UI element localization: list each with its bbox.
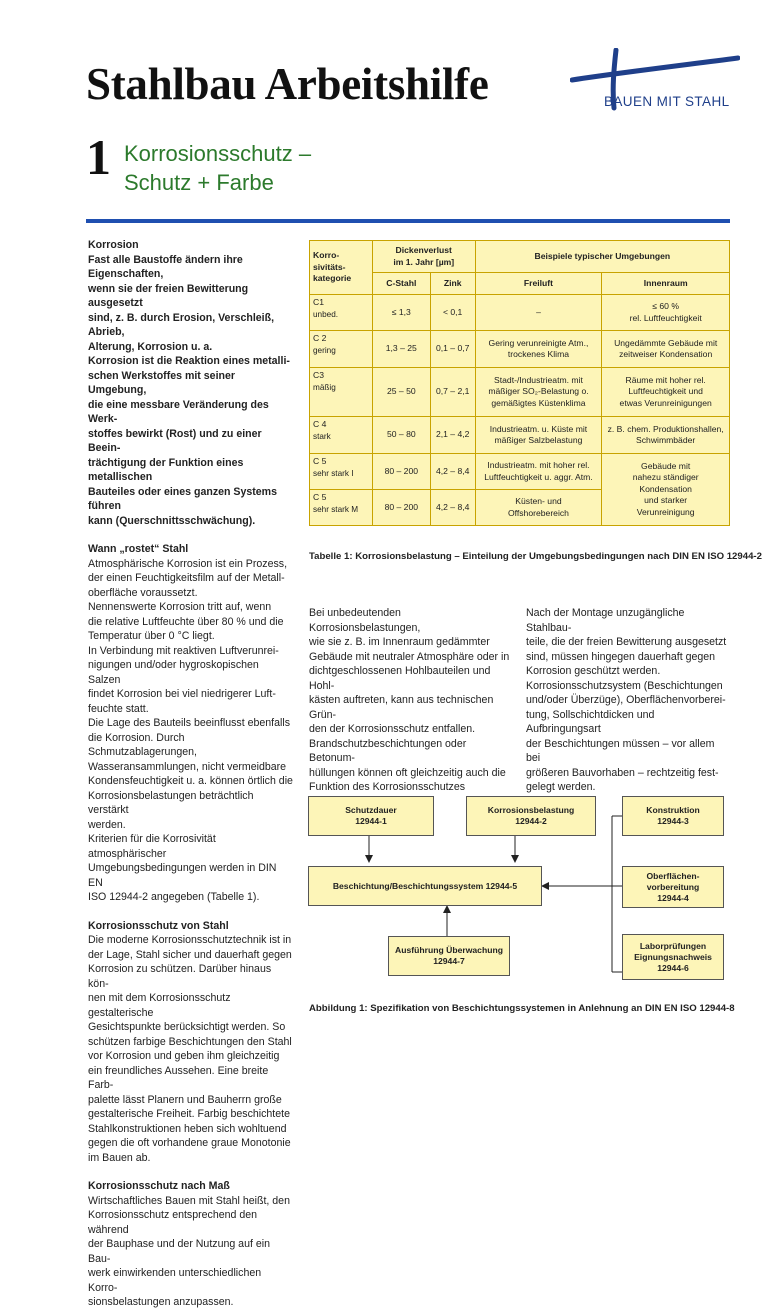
- text-line: ISO 12944-2 angegeben (Tabelle 1).: [88, 891, 260, 903]
- page-title: Stahlbau Arbeitshilfe: [86, 59, 489, 109]
- right-column: [526, 606, 731, 795]
- text-line: stoffes bewirkt (Rost) und zu einer Beein-: [88, 427, 262, 454]
- chapter-number: 1: [86, 129, 111, 185]
- text-line: den der Korrosionsschutz entfallen.: [309, 723, 476, 735]
- text-line: kästen auftreten, kann aus technischen Grün-: [309, 694, 494, 721]
- chapter-title-line: Schutz + Farbe: [124, 170, 274, 195]
- text-line: der einen Feuchtigkeitsfilm auf der Metall-: [88, 572, 285, 584]
- box-konstruktion: Konstruktion 12944-3: [622, 796, 724, 836]
- header-zink: Zink: [430, 273, 475, 295]
- text-line: Kondensfeuchtigkeit u. a. können örtlich die: [88, 775, 293, 787]
- box-schutzdauer: Schutzdauer 12944-1: [308, 796, 434, 836]
- box-ausfuehrung: Ausführung Überwachung 12944-7: [388, 936, 510, 976]
- text-line: sionsbelastungen anzupassen.: [88, 1296, 234, 1308]
- text-line: kann (Querschnittsschwächung).: [88, 514, 256, 527]
- text-line: ein freundliches Aussehen. Eine breite Farb-: [88, 1064, 269, 1091]
- table-row: C1 unbed. ≤ 1,3 < 0,1 – ≤ 60 % rel. Luftfeuchtigkeit: [310, 295, 730, 331]
- header-cstahl: C-Stahl: [372, 273, 430, 295]
- table-row: C 5 sehr stark I 80 – 200 4,2 – 8,4 Industrieatm. mit hoher rel. Luftfeuchtigkeit u. aggr. Atm. Gebäude mit nahezu ständiger Kondensation und starker Verunreinigung: [310, 454, 730, 490]
- text-line: Alterung, Korrosion u. a.: [88, 340, 213, 353]
- text-line: Korrosionsschutz entsprechend den während: [88, 1209, 258, 1236]
- header-kategorie: Korro- sivitäts- kategorie: [310, 241, 373, 295]
- text-line: Temperatur über 0 °C liegt.: [88, 630, 215, 642]
- text-line: im Bauen ab.: [88, 1151, 151, 1164]
- text-line: trächtigung der Funktion eines metallischen: [88, 456, 244, 483]
- box-laborpruefungen: Laborprüfungen Eignungsnachweis 12944-6: [622, 934, 724, 980]
- corrosion-table: [309, 240, 730, 526]
- section-heading: Wann „rostet“ Stahl: [88, 543, 189, 555]
- section-body: [88, 557, 293, 905]
- text-line: Gesichtspunkte berücksichtigt werden. So: [88, 1021, 286, 1033]
- header-innenraum: Innenraum: [602, 273, 730, 295]
- text-line: gelegt werden.: [526, 781, 596, 793]
- text-line: oberfläche voraussetzt.: [88, 586, 198, 599]
- text-line: vor Korrosion und geben ihm gleichzeitig: [88, 1050, 280, 1062]
- text-line: nen mit dem Korrosionsschutz gestalterische: [88, 992, 231, 1019]
- text-line: Nach der Montage unzugängliche Stahlbau-: [526, 607, 685, 634]
- figure-caption: Abbildung 1: Spezifikation von Beschichtungssystemen in Anlehnung an DIN EN ISO 12944-8: [309, 1003, 735, 1014]
- text-line: schen Werkstoffes mit seiner Umgebung,: [88, 369, 235, 396]
- table-row: C 2 gering 1,3 – 25 0,1 – 0,7 Gering verunreinigte Atm., trockenes Klima Ungedämmte Gebäude mit zeitweiser Kondensation: [310, 331, 730, 368]
- table-caption: Tabelle 1: Korrosionsbelastung – Einteilung der Umgebungsbedingungen nach DIN EN ISO 12944-2: [309, 551, 762, 562]
- text-line: Kriterien für die Korrosivität atmosphärischer: [88, 833, 216, 860]
- text-line: Atmosphärische Korrosion ist ein Prozess,: [88, 557, 288, 570]
- text-line: wie sie z. B. im Innenraum gedämmter: [309, 636, 490, 648]
- text-line: Korrosionsbelastungen beträchtlich verstärkt: [88, 789, 254, 816]
- text-line: Brandschutzbeschichtungen oder Betonum-: [309, 737, 467, 764]
- section-body: [88, 1194, 293, 1310]
- text-line: Fast alle Baustoffe ändern ihre Eigenschaften,: [88, 253, 243, 280]
- text-line: Korrosion ist die Reaktion eines metalli-: [88, 355, 290, 367]
- middle-column: [309, 606, 514, 809]
- box-beschichtungssystem: Beschichtung/Beschichtungssystem 12944-5: [308, 866, 542, 906]
- text-line: die Korrosion. Durch Schmutzablagerungen,: [88, 731, 197, 758]
- text-line: der Lage, Stahl sicher und dauerhaft gegen: [88, 948, 292, 961]
- text-line: Bauteiles oder eines ganzen Systems führen: [88, 485, 277, 512]
- chapter-title: [124, 139, 311, 197]
- text-line: Korrosion geschützt werden.: [526, 665, 661, 677]
- logo-text: BAUEN MIT STAHL: [604, 94, 730, 109]
- text-line: Umgebungsbedingungen werden in DIN EN: [88, 862, 277, 889]
- text-line: nigungen und/oder hygroskopischen Salzen: [88, 659, 259, 686]
- section-heading: Korrosion: [88, 239, 139, 251]
- header-dickenverlust: Dickenverlust im 1. Jahr [µm]: [372, 241, 475, 273]
- text-line: sind, z. B. durch Erosion, Verschleiß, Abrieb,: [88, 311, 275, 338]
- text-line: Gebäude mit neutraler Atmosphäre oder in: [309, 650, 510, 663]
- text-line: feuchte statt.: [88, 702, 149, 715]
- left-column: [88, 238, 293, 1310]
- text-line: Die Lage des Bauteils beeinflusst ebenfalls: [88, 717, 291, 729]
- header-divider: [86, 219, 730, 223]
- section-heading: Korrosionsschutz von Stahl: [88, 919, 229, 932]
- text-line: Die moderne Korrosionsschutztechnik ist in: [88, 934, 292, 946]
- text-line: größeren Bauvorhaben – rechtzeitig fest-: [526, 766, 719, 779]
- text-line: In Verbindung mit reaktiven Luftverunrei-: [88, 644, 279, 657]
- text-line: palette lässt Planern und Bauherrn große: [88, 1093, 282, 1106]
- text-line: Wirtschaftliches Bauen mit Stahl heißt, den: [88, 1194, 290, 1207]
- table-row: C3 mäßig 25 – 50 0,7 – 2,1 Stadt-/Industrieatm. mit mäßiger SO₂-Belastung o. gemäßigtes Küstenklima Räume mit hoher rel. Luftfeuchtigkeit und etwas Verunreinigungen: [310, 368, 730, 417]
- text-line: gegen die oft vorhandene graue Monotonie: [88, 1137, 291, 1149]
- text-line: Korrosionsschutzsystem (Beschichtungen: [526, 679, 723, 692]
- text-line: der Beschichtungen müssen – vor allem bei: [526, 737, 715, 764]
- box-oberflaechenvorbereitung: Oberflächen- vorbereitung 12944-4: [622, 866, 724, 908]
- text-line: Wasseransammlungen, nicht vermeidbare: [88, 760, 287, 773]
- text-line: schützen farbige Beschichtungen den Stahl: [88, 1035, 292, 1048]
- text-line: wenn sie der freien Bewitterung ausgesetzt: [88, 282, 249, 309]
- text-line: und/oder Überzüge), Oberflächenvorberei-: [526, 694, 726, 706]
- text-line: die relative Luftfeuchte über 80 % und die: [88, 615, 284, 628]
- text-line: findet Korrosion bei viel niedrigerer Luft-: [88, 688, 276, 700]
- text-line: hüllungen können oft gleichzeitig auch die: [309, 766, 506, 779]
- text-line: dichtgeschlossenen Hohlbauteilen und Hohl-: [309, 665, 491, 692]
- text-line: der Bauphase und der Nutzung auf ein Bau-: [88, 1238, 270, 1265]
- header-freiluft: Freiluft: [475, 273, 602, 295]
- text-line: werk einwirkenden unterschiedlichen Korro-: [88, 1267, 262, 1294]
- text-line: Nennenswerte Korrosion tritt auf, wenn: [88, 601, 272, 613]
- text-line: werden.: [88, 818, 126, 831]
- section-heading: Korrosionsschutz nach Maß: [88, 1180, 230, 1192]
- table-row: C 5 sehr stark M 80 – 200 4,2 – 8,4 Küsten- und Offshorebereich: [310, 490, 730, 526]
- table-row: C 4 stark 50 – 80 2,1 – 4,2 Industrieatm. u. Küste mit mäßiger Salzbelastung z. B. chem. Produktionshallen, Schwimmbäder: [310, 417, 730, 454]
- text-line: teile, die der freien Bewitterung ausgesetzt: [526, 636, 727, 648]
- text-line: die eine messbare Veränderung des Werk-: [88, 398, 269, 425]
- text-line: Bei unbedeutenden Korrosionsbelastungen,: [309, 607, 421, 634]
- section-body: [88, 933, 293, 1165]
- text-line: gestalterische Freiheit. Farbig beschichtete: [88, 1108, 290, 1120]
- box-korrosionsbelastung: Korrosionsbelastung 12944-2: [466, 796, 596, 836]
- chapter-title-line: Korrosionsschutz –: [124, 141, 312, 166]
- text-line: Korrosion zu schützen. Darüber hinaus kön-: [88, 963, 272, 990]
- header-beispiele: Beispiele typischer Umgebungen: [475, 241, 729, 273]
- text-line: Funktion des Korrosionsschutzes: [309, 781, 466, 793]
- text-line: tung, Sollschichtdicken und Aufbringungsart: [526, 708, 655, 735]
- text-line: Stahlkonstruktionen heben sich wohltuend: [88, 1122, 287, 1135]
- text-line: sind, müssen hingegen dauerhaft gegen: [526, 650, 716, 663]
- section-body: [88, 253, 293, 529]
